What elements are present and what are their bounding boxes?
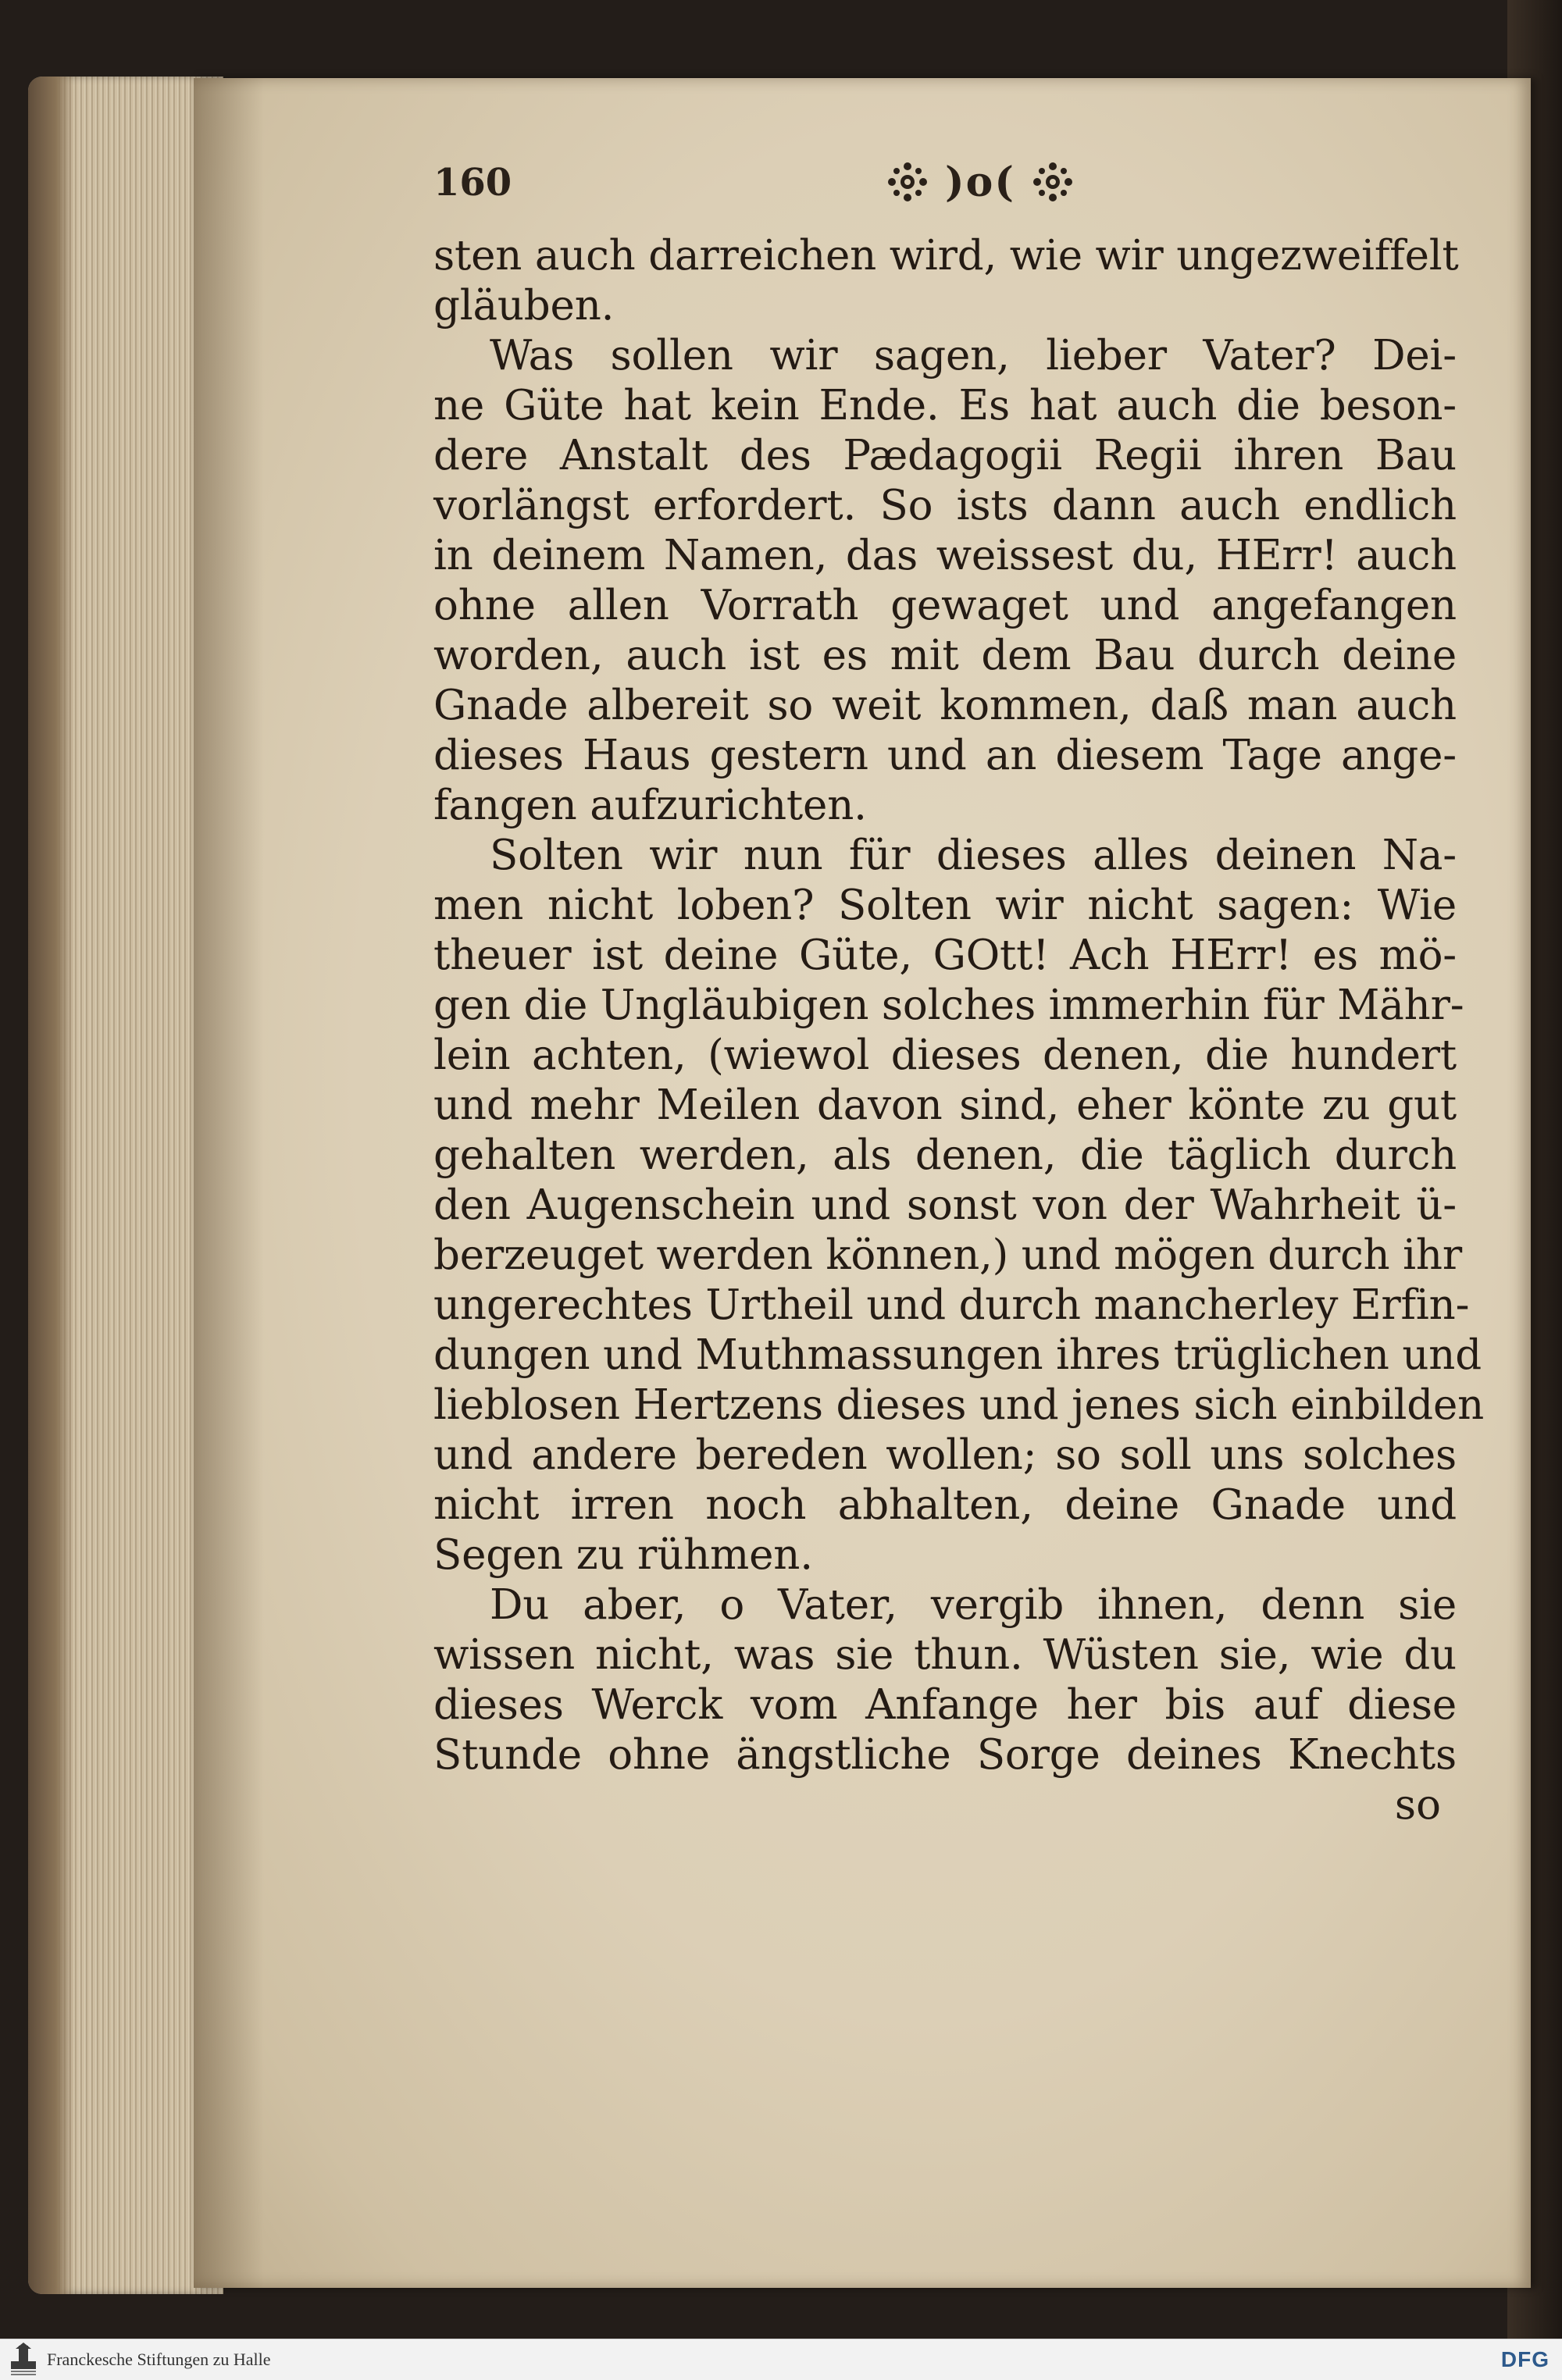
fleuron-icon — [1031, 160, 1075, 204]
body-text — [433, 231, 1485, 1830]
text-line: ne Güte hat kein Ende. Es hat auch die beson- — [433, 382, 1457, 429]
text-line: in deinem Namen, das weissest du, HErr! auch — [433, 532, 1457, 579]
text-line: gen die Ungläubigen solches immerhin für Mähr- — [433, 982, 1464, 1029]
book-spine — [28, 77, 75, 2294]
text-line: lieblosen Hertzens dieses und jenes sich einbilden — [433, 1381, 1485, 1429]
institution-logo-icon — [8, 2343, 39, 2377]
text-line: men nicht loben? Solten wir nicht sagen: Wie — [433, 882, 1457, 929]
text-line: ohne allen Vorrath gewaget und angefangen — [433, 582, 1457, 629]
text-line: vorlängst erfordert. So ists dann auch endlich — [433, 482, 1457, 529]
text-line: sten auch darreichen wird, wie wir ungezweiffelt — [433, 232, 1459, 280]
text-line: theuer ist deine Güte, GOtt! Ach HErr! es mö- — [433, 932, 1457, 979]
text-line: und mehr Meilen davon sind, eher könte zu gut — [433, 1081, 1457, 1129]
text-line: nicht irren noch abhalten, deine Gnade und — [433, 1481, 1457, 1529]
ornament-center: )o( — [945, 158, 1015, 206]
text-line: wissen nicht, was sie thun. Wüsten sie, wie du — [433, 1631, 1457, 1679]
gutter-shadow — [194, 78, 264, 2288]
text-line: Gnade albereit so weit kommen, daß man auch — [433, 682, 1457, 729]
text-line: fangen aufzurichten. — [433, 782, 867, 829]
paragraph-start: Du aber, o Vater, vergib ihnen, denn sie — [490, 1581, 1457, 1629]
text-line: lein achten, (wiewol dieses denen, die hundert — [433, 1031, 1457, 1079]
text-line: ungerechtes Urtheil und durch mancherley Erfin- — [433, 1281, 1470, 1329]
fleuron-icon — [886, 160, 929, 204]
text-line: dungen und Muthmassungen ihres trüglichen und — [433, 1331, 1482, 1379]
text-line: dere Anstalt des Pædagogii Regii ihren Bau — [433, 432, 1457, 479]
header-ornament — [855, 155, 1105, 209]
text-line: berzeuget werden können,) und mögen durch ihr — [433, 1231, 1462, 1279]
viewer-footer — [0, 2339, 1562, 2380]
text-line: den Augenschein und sonst von der Wahrheit ü- — [433, 1181, 1457, 1229]
dfg-logo: DFG — [1500, 2347, 1550, 2371]
paragraph-start: Solten wir nun für dieses alles deinen Na- — [490, 832, 1457, 879]
text-line: Segen zu rühmen. — [433, 1531, 813, 1579]
page-number: 160 — [433, 161, 512, 205]
text-line: dieses Haus gestern und an diesem Tage ange- — [433, 732, 1457, 779]
text-line: und andere bereden wollen; so soll uns solches — [433, 1431, 1457, 1479]
text-line: worden, auch ist es mit dem Bau durch deine — [433, 632, 1457, 679]
text-line: gehalten werden, als denen, die täglich durch — [433, 1131, 1457, 1179]
paragraph-start: Was sollen wir sagen, lieber Vater? Dei- — [490, 332, 1457, 379]
text-line: Stunde ohne ängstliche Sorge deines Knechts — [433, 1731, 1457, 1779]
catchword: so — [1394, 1781, 1441, 1829]
running-head — [433, 155, 1371, 209]
institution-name: Franckesche Stiftungen zu Halle — [47, 2350, 271, 2369]
text-line: dieses Werck vom Anfange her bis auf diese — [433, 1681, 1457, 1729]
text-line: gläuben. — [433, 282, 615, 330]
